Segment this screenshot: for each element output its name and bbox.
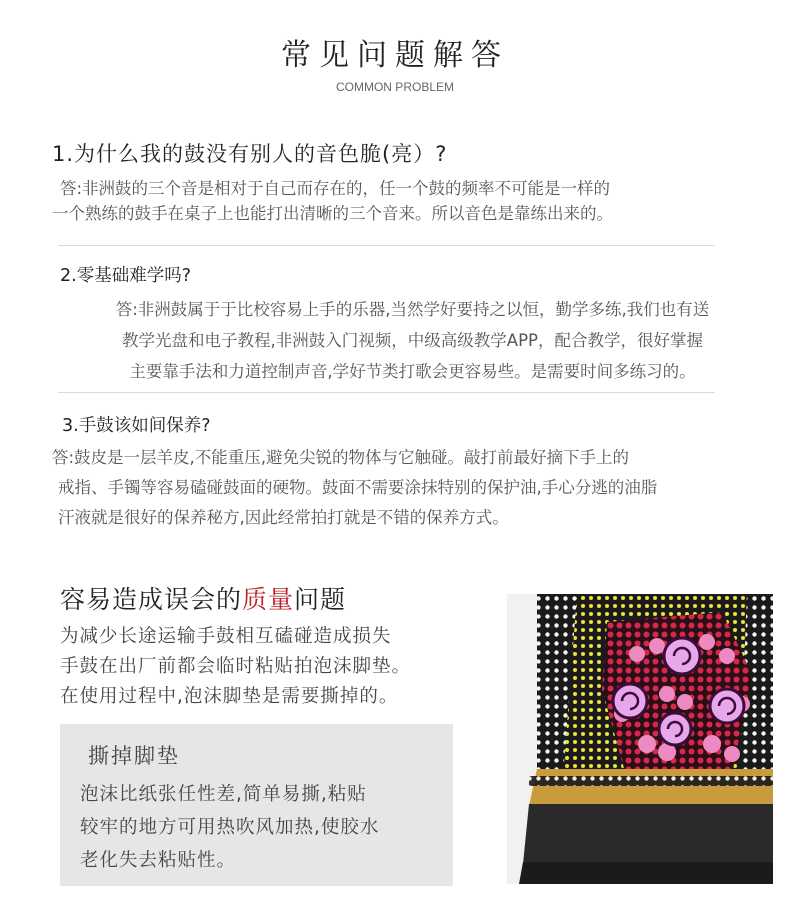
section-title-highlight: 质量: [242, 585, 295, 614]
section-body-line-2: 手鼓在出厂前都会临时粘贴拍泡沫脚垫。: [60, 656, 412, 677]
section-title-after: 问题: [294, 585, 347, 614]
divider: [58, 245, 715, 246]
tip-body: [80, 778, 379, 877]
faq-answer-1: [52, 176, 613, 226]
faq-answer-3-line-2: 戒指、手镯等容易磕碰鼓面的硬物。鼓面不需要涂抹特别的保护油,手心分逃的油脂: [58, 478, 658, 497]
faq-answer-2-line-1: 答:非洲鼓属于于比校容易上手的乐器,当然学好要持之以恒，勤学多练,我们也有送: [115, 300, 710, 319]
faq-answer-2-line-3: 主要靠手法和力道控制声音,学好节类打歌会更容易些。是需要时间多练习的。: [129, 362, 696, 381]
section-body-line-1: 为减少长途运输手鼓相互磕碰造成损失: [60, 626, 392, 647]
faq-answer-2: [50, 294, 775, 387]
section-title-before: 容易造成误会的: [60, 585, 243, 614]
faq-question-3: 3.手鼓该如间保养?: [62, 416, 211, 436]
faq-answer-3-line-3: 汗液就是很好的保养秘方,因此经常拍打就是不错的保养方式。: [58, 508, 509, 527]
faq-answer-2-line-2: 教学光盘和电子教程,非洲鼓入门视频，中级高级教学APP，配合教学，很好掌握: [122, 331, 703, 350]
section-body: [60, 622, 411, 712]
drum-illustration: [507, 594, 773, 884]
tip-box: [60, 724, 453, 886]
tip-body-line-3: 老化失去粘贴性。: [80, 850, 237, 871]
tip-body-line-1: 泡沫比纸张任性差,简单易撕,粘贴: [80, 784, 367, 805]
section-body-line-3: 在使用过程中,泡沫脚垫是需要撕掉的。: [60, 686, 399, 707]
tip-body-line-2: 较牢的地方可用热吹风加热,使胶水: [80, 817, 380, 838]
page-title: 常见问题解答: [281, 38, 509, 73]
section-title: [60, 580, 346, 616]
faq-answer-1-line-1: 答:非洲鼓的三个音是相对于自己而存在的，任一个鼓的频率不可能是一样的: [60, 179, 611, 198]
faq-question-2: 2.零基础难学吗?: [60, 266, 191, 286]
drum-photo: [507, 594, 773, 884]
faq-answer-3-line-1: 答:鼓皮是一层羊皮,不能重压,避免尖锐的物体与它触碰。敲打前最好摘下手上的: [52, 448, 630, 467]
tip-title: 撕掉脚垫: [88, 744, 180, 768]
faq-answer-1-line-2: 一个熟练的鼓手在桌子上也能打出清晰的三个音来。所以音色是靠练出来的。: [52, 204, 613, 223]
page-subtitle: COMMON PROBLEM: [335, 80, 454, 94]
divider: [58, 392, 715, 393]
faq-question-1: 1.为什么我的鼓没有别人的音色脆(亮）?: [52, 142, 448, 166]
faq-answer-3: [52, 443, 657, 533]
